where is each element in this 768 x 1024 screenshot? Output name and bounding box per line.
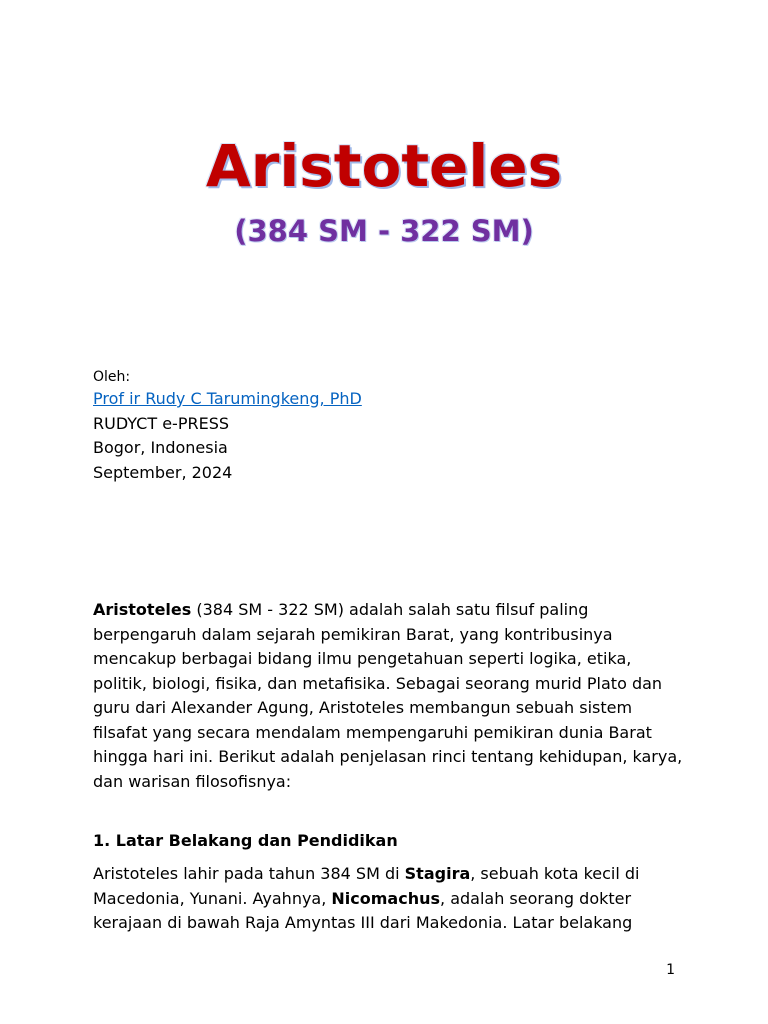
intro-line: mencakup berbagai bidang ilmu pengetahuan seperti logika, etika, xyxy=(93,649,632,668)
author-link[interactable]: Prof ir Rudy C Tarumingkeng, PhD xyxy=(93,389,362,408)
section-heading: 1. Latar Belakang dan Pendidikan xyxy=(93,831,398,850)
section-line1-tail: , sebuah kota kecil di xyxy=(470,864,640,883)
bold-term-stagira: Stagira xyxy=(404,864,471,883)
intro-line: hingga hari ini. Berikut adalah penjelasan rinci tentang kehidupan, karya, xyxy=(93,747,683,766)
section-line xyxy=(93,887,683,912)
document-title: Aristoteles xyxy=(205,132,563,200)
section-paragraph xyxy=(93,862,683,936)
section-line1-text: Aristoteles lahir pada tahun 384 SM di xyxy=(93,864,405,883)
page-number: 1 xyxy=(666,962,675,978)
intro-line xyxy=(93,598,683,623)
section-line xyxy=(93,862,683,887)
intro-line: filsafat yang secara mendalam mempengaruhi pemikiran dunia Barat xyxy=(93,722,652,742)
section-line2-text: Macedonia, Yunani. Ayahnya, xyxy=(93,888,332,908)
intro-line: berpengaruh dalam sejarah pemikiran Barat, yang kontribusinya xyxy=(93,624,613,644)
date-text: September, 2024 xyxy=(93,462,233,482)
intro-lead-bold: Aristoteles xyxy=(93,600,192,619)
intro-paragraph xyxy=(93,598,683,794)
publisher-text: RUDYCT e-PRESS xyxy=(93,413,230,433)
byline-block xyxy=(93,367,693,485)
section-line: kerajaan di bawah Raja Amyntas III dari Makedonia. Latar belakang xyxy=(93,913,633,932)
intro-line: dan warisan filosofisnya: xyxy=(93,771,292,791)
bold-term-nicomachus: Nicomachus xyxy=(331,888,441,908)
section-line2-tail: , adalah seorang dokter xyxy=(440,888,632,908)
intro-line1-text: (384 SM - 322 SM) adalah salah satu filsuf paling xyxy=(191,600,589,619)
location-text: Bogor, Indonesia xyxy=(93,438,228,457)
document-subtitle: (384 SM - 322 SM) xyxy=(234,214,534,248)
byline-label: Oleh: xyxy=(93,369,131,385)
intro-line: guru dari Alexander Agung, Aristoteles membangun sebuah sistem xyxy=(93,698,633,717)
intro-line: politik, biologi, fisika, dan metafisika. Sebagai seorang murid Plato dan xyxy=(93,673,663,693)
